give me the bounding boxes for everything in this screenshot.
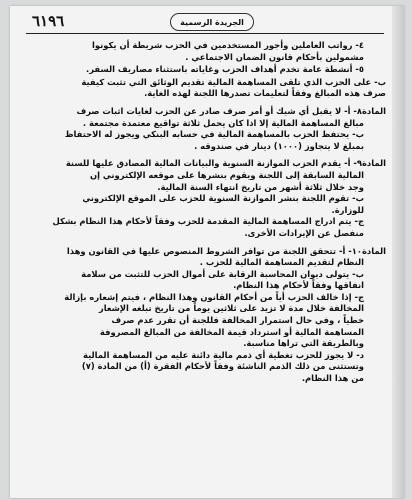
text-line: مبالغ المساهمة المالية إلا اذا كان يحمل ثلاثة تواقيع معتمدة مجتمعة . <box>82 117 364 128</box>
text-line: ب- يحتفظ الحزب بالمساهمة المالية في حسابه البنكي ويجوز له الاحتفاظ <box>64 129 364 140</box>
text-line: من هذا النظام. <box>301 373 364 384</box>
text-line: وبالطريقة التي تراها مناسبة. <box>243 338 364 349</box>
article-9 <box>28 158 386 239</box>
document-page <box>10 6 404 498</box>
text-line: منفصل عن الإيرادات الأخرى. <box>244 227 364 238</box>
text-line: انفاقها وفقاً لأحكام هذا النظام. <box>233 280 364 291</box>
article-8 <box>28 106 386 152</box>
text-line: المادة٩- أ- يقدم الحزب الموازنة السنوية والبيانات المالية المصادق عليها للسنة <box>65 158 386 169</box>
text-line: وجد خلال ثلاثة أشهر من تاريخ انتهاء السنة المالية. <box>157 181 364 192</box>
document-body <box>28 40 386 492</box>
text-line: ج- يتم ادراج المساهمة المالية المقدمة للحزب وفقاً لأحكام هذا النظام بشكل <box>52 216 364 227</box>
journal-name-badge: الجريدة الرسمية <box>170 13 254 31</box>
text-line: ب- يتولى ديوان المحاسبة الرقابة على أموال الحزب للتثبت من سلامة <box>81 268 364 279</box>
text-line: المخالفة خلال مدة لا تزيد على ثلاثين يوماً من تاريخ تبلغه الإشعار <box>98 303 364 314</box>
text-line: ٥- أنشطة عامة تخدم أهداف الحزب وغاياته باستثناء مصاريف السفر. <box>86 64 364 75</box>
text-line: بمبلغ لا يتجاوز (١٠٠٠) دينار في صندوقه . <box>194 140 364 151</box>
article-10 <box>28 246 386 385</box>
text-line: د- لا يجوز للحزب تغطية أي ذمم مالية دائنة عليه من المساهمة المالية <box>83 349 364 360</box>
text-line: وتستثنى من ذلك الذمم الناشئة وفقاً لأحكام الفقرة (أ) من المادة (٧) <box>81 361 364 372</box>
text-line: خطياً ، وفي حال استمرار المخالفة فللجنة أن تقرر عدم صرف <box>111 315 364 326</box>
text-line: المالية السابقة إلى اللجنة ويقوم بنشرها على موقعه الإلكتروني إن <box>90 169 364 180</box>
text-line: المساهمة المالية أو استرداد قيمة المخالفة من المبالغ المصروفة <box>99 326 364 337</box>
text-line: ٤- رواتب العاملين وأجور المستخدمين في الحزب شريطة أن يكونوا <box>92 40 364 50</box>
text-line: مشمولين بأحكام قانون الضمان الاجتماعي . <box>185 51 364 62</box>
page-gutter-shadow <box>392 6 404 498</box>
intro-item <box>28 77 386 100</box>
text-line: المادة١٠- أ- تتحقق اللجنة من توافر الشروط المنصوص عليها في القانون وهذا <box>66 245 386 256</box>
text-line: للوزارة. <box>331 204 364 215</box>
text-line: ب- تقوم اللجنة بنشر الموازنة السنوية للحزب على الموقع الإلكتروني <box>82 193 364 204</box>
header-divider <box>26 33 384 34</box>
text-line: النظام لتقديم المساهمة المالية للحزب . <box>199 257 364 268</box>
text-line: المادة٨- أ- لا يقبل أي شيك أو أمر صرف صادر عن الحزب لغايات اثبات صرف <box>76 105 386 116</box>
page-number: ٦١٩٦ <box>32 12 65 30</box>
text-line: صرف هذه المبالغ وفقاً لتعليمات تصدرها اللجنة لهذه الغاية. <box>144 88 386 99</box>
text-line: ج- إذا خالف الحزب أياً من أحكام القانون وهذا النظام ، فيتم إشعاره بإزالة <box>64 291 364 302</box>
intro-item <box>28 40 386 63</box>
text-line: ب- على الحزب الذي تلقى المساهمة المالية تقديم الوثائق التي تثبت كيفية <box>81 76 386 87</box>
intro-item <box>28 64 386 76</box>
